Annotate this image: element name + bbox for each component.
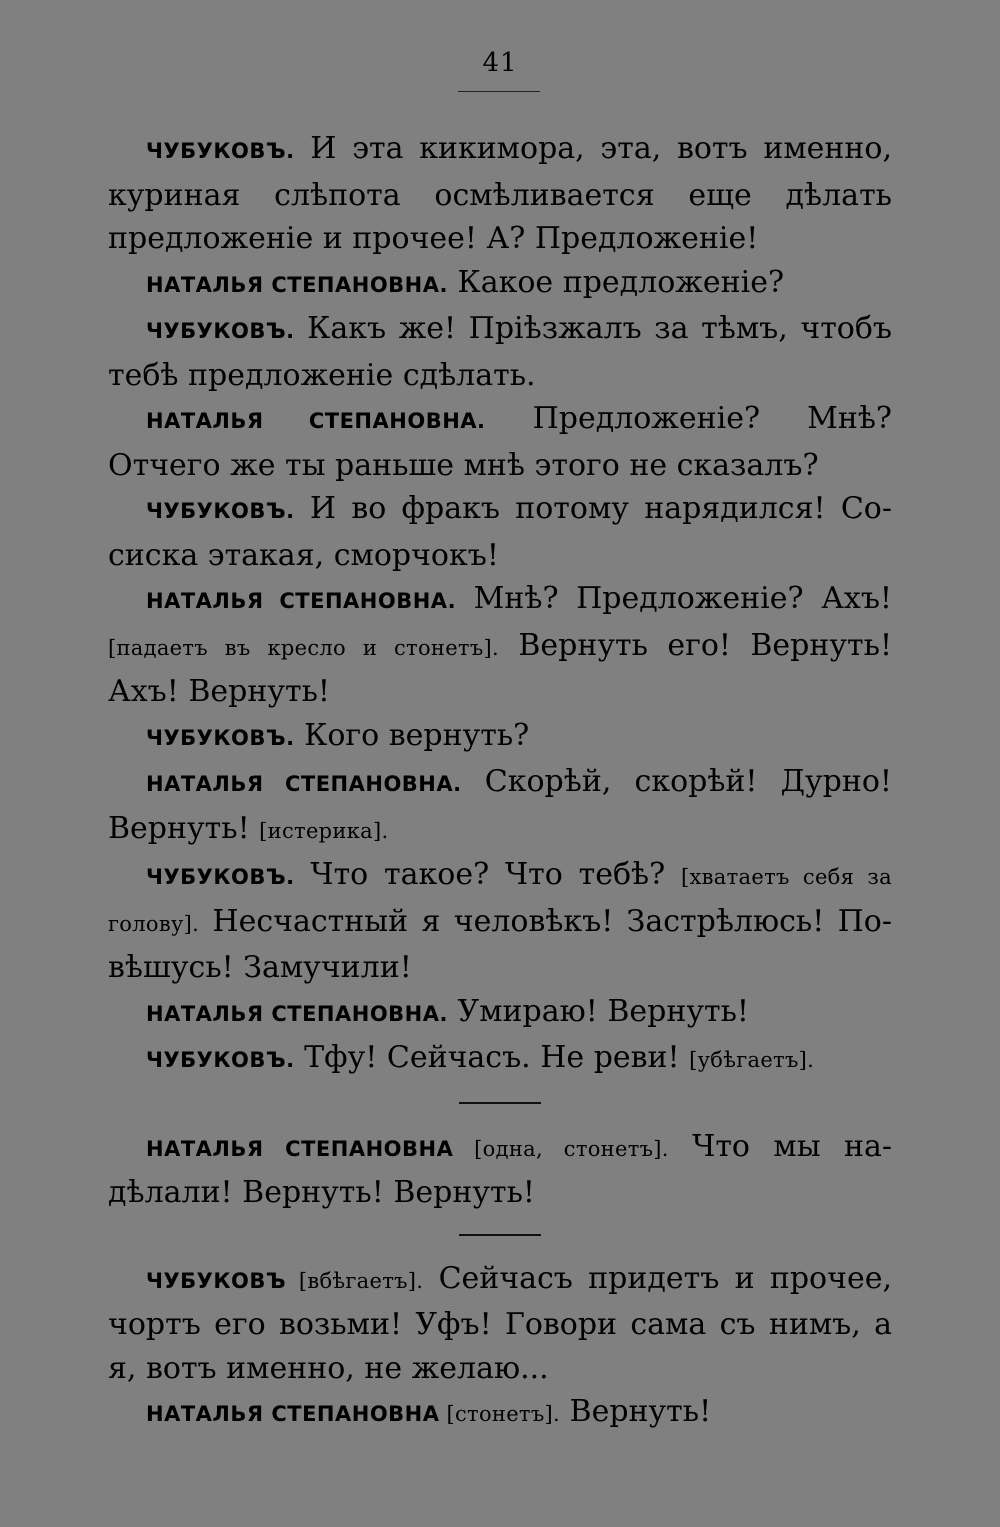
speaker-name: НАТАЛЬЯ СТЕПАНОВНА. (146, 409, 486, 433)
line-text: Какое предложеніе? (447, 264, 785, 300)
speaker-name: НАТАЛЬЯ СТЕПАНОВНА (146, 1136, 454, 1161)
scene-separator (459, 1234, 541, 1236)
scene-separator (459, 1102, 541, 1104)
dialogue-line (108, 1257, 892, 1391)
speaker-name: НАТАЛЬЯ СТЕПАНОВНА. (146, 589, 457, 613)
line-text: Тфу! Сейчасъ. Не реви! (294, 1040, 690, 1075)
line-text: Что мы надѣлали! Вернуть! Вернуть! (108, 1128, 892, 1210)
stage-direction: [стонетъ]. (439, 1402, 560, 1426)
stage-direction: [вбѣгаетъ]. (286, 1268, 424, 1293)
stage-direction: [падаетъ въ кресло и стонетъ]. (108, 635, 499, 660)
speaker-name: ЧУБУКОВЪ. (146, 1048, 295, 1072)
page-number: 41 (482, 48, 518, 78)
page-number-rule (458, 91, 540, 92)
line-text: Что такое? Что тебѣ? (294, 857, 682, 892)
page-text (108, 127, 892, 1437)
line-text: Умираю! Вернуть! (447, 993, 749, 1029)
speaker-name: ЧУБУКОВЪ (146, 1268, 287, 1293)
line-text: Какъ же! Пріѣзжалъ за тѣмъ, чтобъ тебѣ предложеніе сдѣлать. (108, 311, 892, 393)
line-text-after: Несчастный я человѣкъ! Застрѣлюсь! Повѣшусь! Замучили! (108, 903, 892, 985)
speaker-name: НАТАЛЬЯ СТЕПАНОВНА. (146, 1001, 448, 1026)
dialogue-line (108, 1390, 892, 1437)
dialogue-line (108, 397, 892, 487)
speaker-name: ЧУБУКОВЪ. (146, 725, 295, 750)
stage-direction: [хватаетъ себя за голову]. (108, 865, 892, 936)
stage-direction: [убѣгаетъ]. (689, 1048, 815, 1072)
line-text: И во фракъ потому нарядился! Сосиска этакая, сморчокъ! (108, 491, 892, 573)
speaker-name: ЧУБУКОВЪ. (146, 319, 295, 343)
dialogue-line (108, 1125, 892, 1215)
speaker-name: ЧУБУКОВЪ. (146, 139, 295, 163)
line-text-after: Вернуть его! Вернуть! Ахъ! Вернуть! (108, 627, 892, 709)
dialogue-line (108, 577, 892, 714)
speaker-name: ЧУБУКОВЪ. (146, 865, 295, 889)
stage-direction: [истерика]. (259, 818, 389, 843)
line-text: Скорѣй, скорѣй! Дурно! Вернуть! (108, 764, 892, 846)
line-text: Мнѣ? Предложеніе? Ахъ! (456, 581, 892, 616)
line-text: Предложеніе? Мнѣ? Отчего же ты раньше мнѣ этого не сказалъ? (108, 401, 893, 483)
line-text: И эта кикимора, эта, вотъ именно, куриная слѣпота осмѣливается еще дѣлать предложеніе и прочее! А? Предложеніе! (108, 131, 892, 256)
dialogue-line (108, 1036, 892, 1083)
stage-direction: [одна, стонетъ]. (453, 1136, 669, 1161)
dialogue-line (108, 261, 892, 308)
dialogue-line (108, 760, 892, 853)
speaker-name: ЧУБУКОВЪ. (146, 499, 295, 523)
dialogue-line (108, 990, 892, 1037)
speaker-name: НАТАЛЬЯ СТЕПАНОВНА. (146, 772, 462, 796)
speaker-name: НАТАЛЬЯ СТЕПАНОВНА. (146, 272, 448, 297)
line-text: Сейчасъ придетъ и прочее, чортъ его возьми! Уфъ! Говори сама съ нимъ, а я, вотъ именно, не желаю... (108, 1260, 892, 1386)
dialogue-line (108, 487, 892, 577)
dialogue-line (108, 714, 892, 761)
speaker-name: НАТАЛЬЯ СТЕПАНОВНА (146, 1402, 440, 1426)
dialogue-line (108, 853, 892, 990)
line-text: Кого вернуть? (294, 717, 530, 753)
dialogue-line (108, 307, 892, 397)
line-text: Вернуть! (559, 1394, 712, 1429)
dialogue-line (108, 127, 892, 261)
